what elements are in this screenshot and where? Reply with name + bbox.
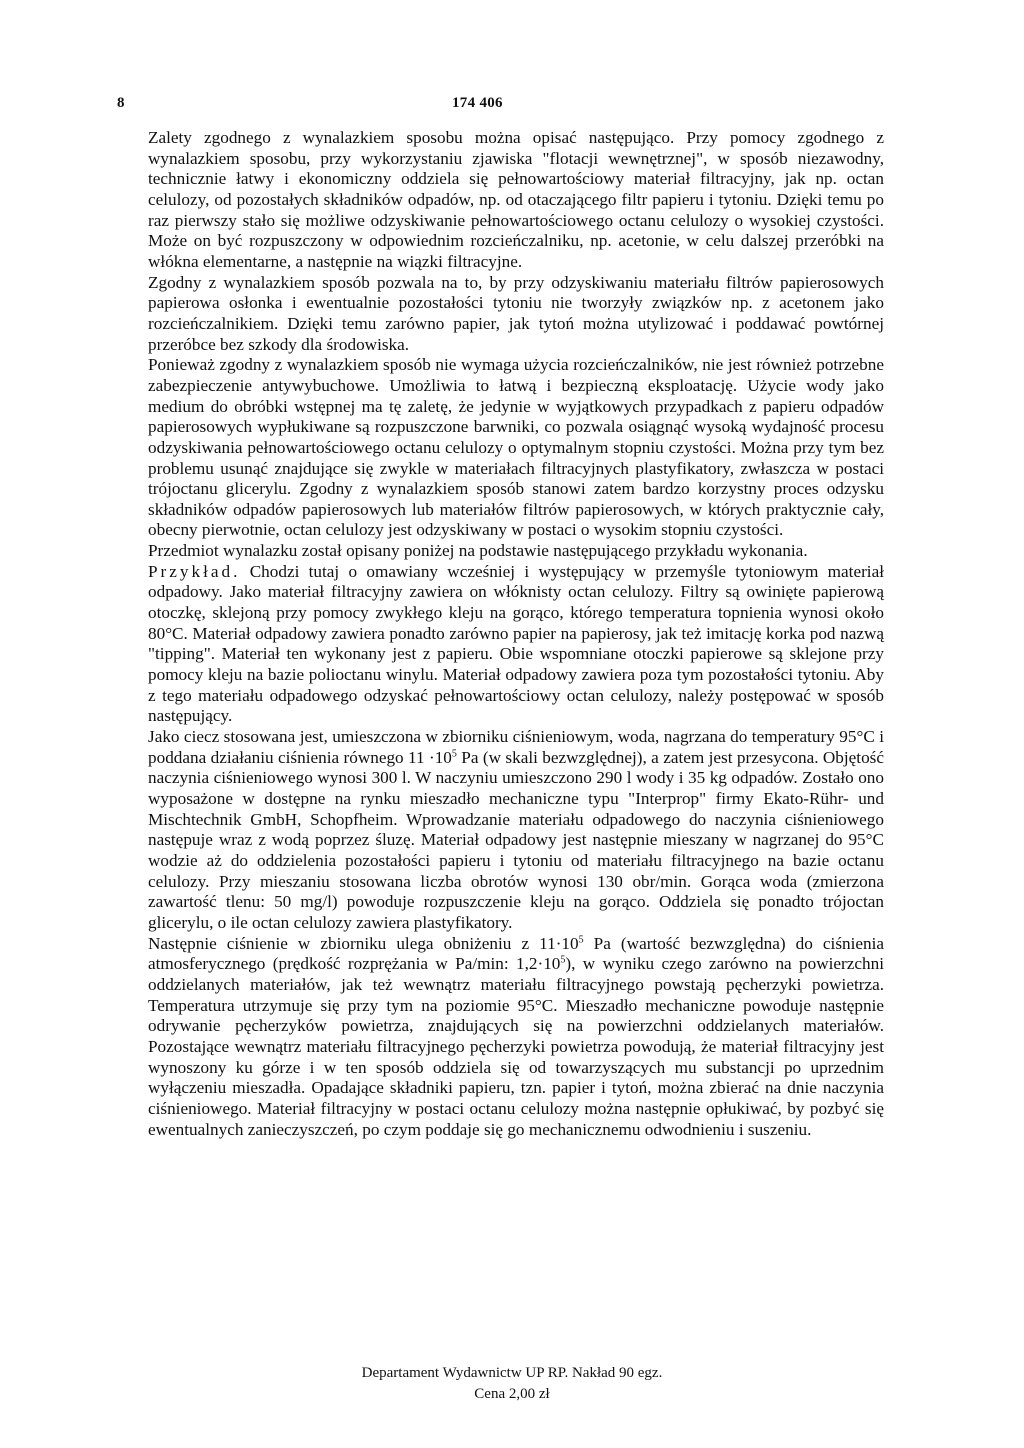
- paragraph-pressure-release: [148, 934, 884, 1141]
- pressure-text-b: Pa (wartość bezwzględna) do ciśnienia atmosferycznego (prędkość rozprężania w Pa/min: 1,2·10: [148, 933, 884, 974]
- process-text-a: Jako ciecz stosowana jest, umieszczona w zbiorniku ciśnieniowym, woda, nagrzana do temperatury 95°C i poddana działaniu ciśnienia równego 11 ·10: [148, 727, 884, 767]
- process-text-b: Pa (w skali bezwzględnej), a zatem jest przesycona. Objętość naczynia ciśnieniowego wynosi 300 l. W naczyniu umieszczono 290 l wody i 35 kg odpadów. Zostało ono wyposażone w dostępne na rynku mieszadło mechaniczne typu "Interprop" firmy Ekato-Rühr- und Mischtechnik GmbH, Schopfheim. Wprowadzanie materiału odpadowego do naczynia ciśnieniowego następuje wraz z wodą poprzez śluzę. Materiał odpadowy jest następnie mieszany w nagrzanej do 95°C wodzie aż do oddzielenia pozostałości papieru i tytoniu od materiału filtracyjnego na bazie octanu celulozy. Przy mieszaniu stosowana liczba obrotów wynosi 130 obr/min. Gorąca woda (zmierzona zawartość tlenu: 50 mg/l) powoduje rozpuszczenie kleju na gorąco. Oddziela się ponadto trójoctan glicerylu, o ile octan celulozy zawiera plastyfikatory.: [148, 747, 884, 932]
- superscript: 5: [578, 933, 584, 945]
- paragraph-paper-utilization: Zgodny z wynalazkiem sposób pozwala na to, by przy odzyskiwaniu materiału filtrów papierosowych papierowa osłonka i ewentualnie pozostałości tytoniu nie tworzyły związków np. z acetonem jako rozcieńczalnikiem. Dzięki temu zarówno papier, jak tytoń można utylizować i poddawać powtórnej przeróbce bez szkody dla środowiska.: [148, 272, 884, 354]
- paragraph-process-liquid: [148, 727, 884, 934]
- patent-number: 174 406: [452, 95, 503, 111]
- pressure-text-a: Następnie ciśnienie w zbiorniku ulega obniżeniu z 11·10: [148, 933, 579, 953]
- paragraph-example: [148, 562, 884, 727]
- footer-publisher: Departament Wydawnictw UP RP. Nakład 90 egz.: [361, 1365, 663, 1381]
- paragraph-example-intro: Przedmiot wynalazku został opisany poniżej na podstawie następującego przykładu wykonania.: [148, 541, 808, 561]
- footer: [0, 1363, 1024, 1405]
- body-text: [148, 128, 884, 1140]
- page-number: 8: [117, 95, 125, 111]
- example-text: Chodzi tutaj o omawiany wcześniej i występujący w przemyśle tytoniowym materiał odpadowy. Jako materiał filtracyjny zawiera on włóknisty octan celulozy. Filtry są owinięte papierową otoczkę, sklejoną przy pomocy zwykłego kleju na gorąco, którego temperatura topnienia wynosi około 80°C. Materiał odpadowy zawiera ponadto zarówno papier na papierosy, jak też imitację korka pod nazwą "tipping". Materiał ten wykonany jest z papieru. Obie wspomniane otoczki papierowe są sklejone przy pomocy kleju na bazie polioctanu winylu. Materiał odpadowy zawiera poza tym pozostałości tytoniu. Aby z tego materiału odpadowego odzyskać pełnowartościowy octan celulozy, należy postępować w sposób następujący.: [148, 561, 884, 726]
- example-lead: Przykład.: [148, 561, 241, 581]
- superscript: 5: [560, 954, 566, 966]
- footer-price: Cena 2,00 zł: [474, 1386, 550, 1402]
- paragraph-advantages: Zalety zgodnego z wynalazkiem sposobu można opisać następująco. Przy pomocy zgodnego z wynalazkiem sposobu, przy wykorzystaniu zjawiska "flotacji wewnętrznej", w sposób niezawodny, technicznie łatwy i ekonomiczny oddziela się pełnowartościowy materiał filtracyjny, jak np. octan celulozy, od pozostałych składników odpadów, np. od otaczającego filtr papieru i tytoniu. Dzięki temu po raz pierwszy stało się możliwe odzyskiwanie pełnowartościowego octanu celulozy o wysokiej czystości. Może on być rozpuszczony w odpowiednim rozcieńczalniku, np. acetonie, w celu dalszej przeróbki na włókna elementarne, a następnie na wiązki filtracyjne.: [148, 128, 884, 271]
- pressure-text-c: ), w wyniku czego zarówno na powierzchni oddzielanych materiałów, jak też wewnątrz materiału filtracyjnego powstają pęcherzyki powietrza. Temperatura utrzymuje się przy tym na poziomie 95°C. Mieszadło mechaniczne powoduje następnie odrywanie pęcherzyków powietrza, znajdujących się na powierzchni oddzielanych materiałów. Pozostające wewnątrz materiału filtracyjnego pęcherzyki powietrza powodują, że materiał filtracyjny jest wynoszony ku górze i w ten sposób oddziela się od towarzyszących mu substancji po uprzednim wyłączeniu mieszadła. Opadające składniki papieru, tzn. papier i tytoń, można zbierać na dnie naczynia ciśnieniowego. Materiał filtracyjny w postaci octanu celulozy można następnie opłukiwać, by pozbyć się ewentualnych zanieczyszczeń, po czym poddaje się go mechanicznemu odwodnieniu i suszeniu.: [148, 954, 884, 1139]
- paragraph-no-solvents: Ponieważ zgodny z wynalazkiem sposób nie wymaga użycia rozcieńczalników, nie jest również potrzebne zabezpieczenie antywybuchowe. Umożliwia to łatwą i bezpieczną eksploatację. Użycie wody jako medium do obróbki wstępnej ma tę zaletę, że jedynie w wyjątkowych przypadkach z papieru odpadów papierosowych wypłukiwane są rozpuszczone barwniki, co pozwala osiągnąć wysoką wydajność procesu odzyskiwania pełnowartościowego octanu celulozy o optymalnym stopniu czystości. Można przy tym bez problemu usunąć znajdujące się zwykle w materiałach filtracyjnych plastyfikatory, zwłaszcza w postaci trójoctanu glicerylu. Zgodny z wynalazkiem sposób stanowi zatem bardzo korzystny proces odzysku składników odpadów papierosowych lub materiałów filtrów papierosowych, w których praktycznie cały, obecny pierwotnie, octan celulozy jest odzyskiwany w postaci o wysokim stopniu czystości.: [148, 355, 884, 540]
- superscript: 5: [451, 747, 457, 759]
